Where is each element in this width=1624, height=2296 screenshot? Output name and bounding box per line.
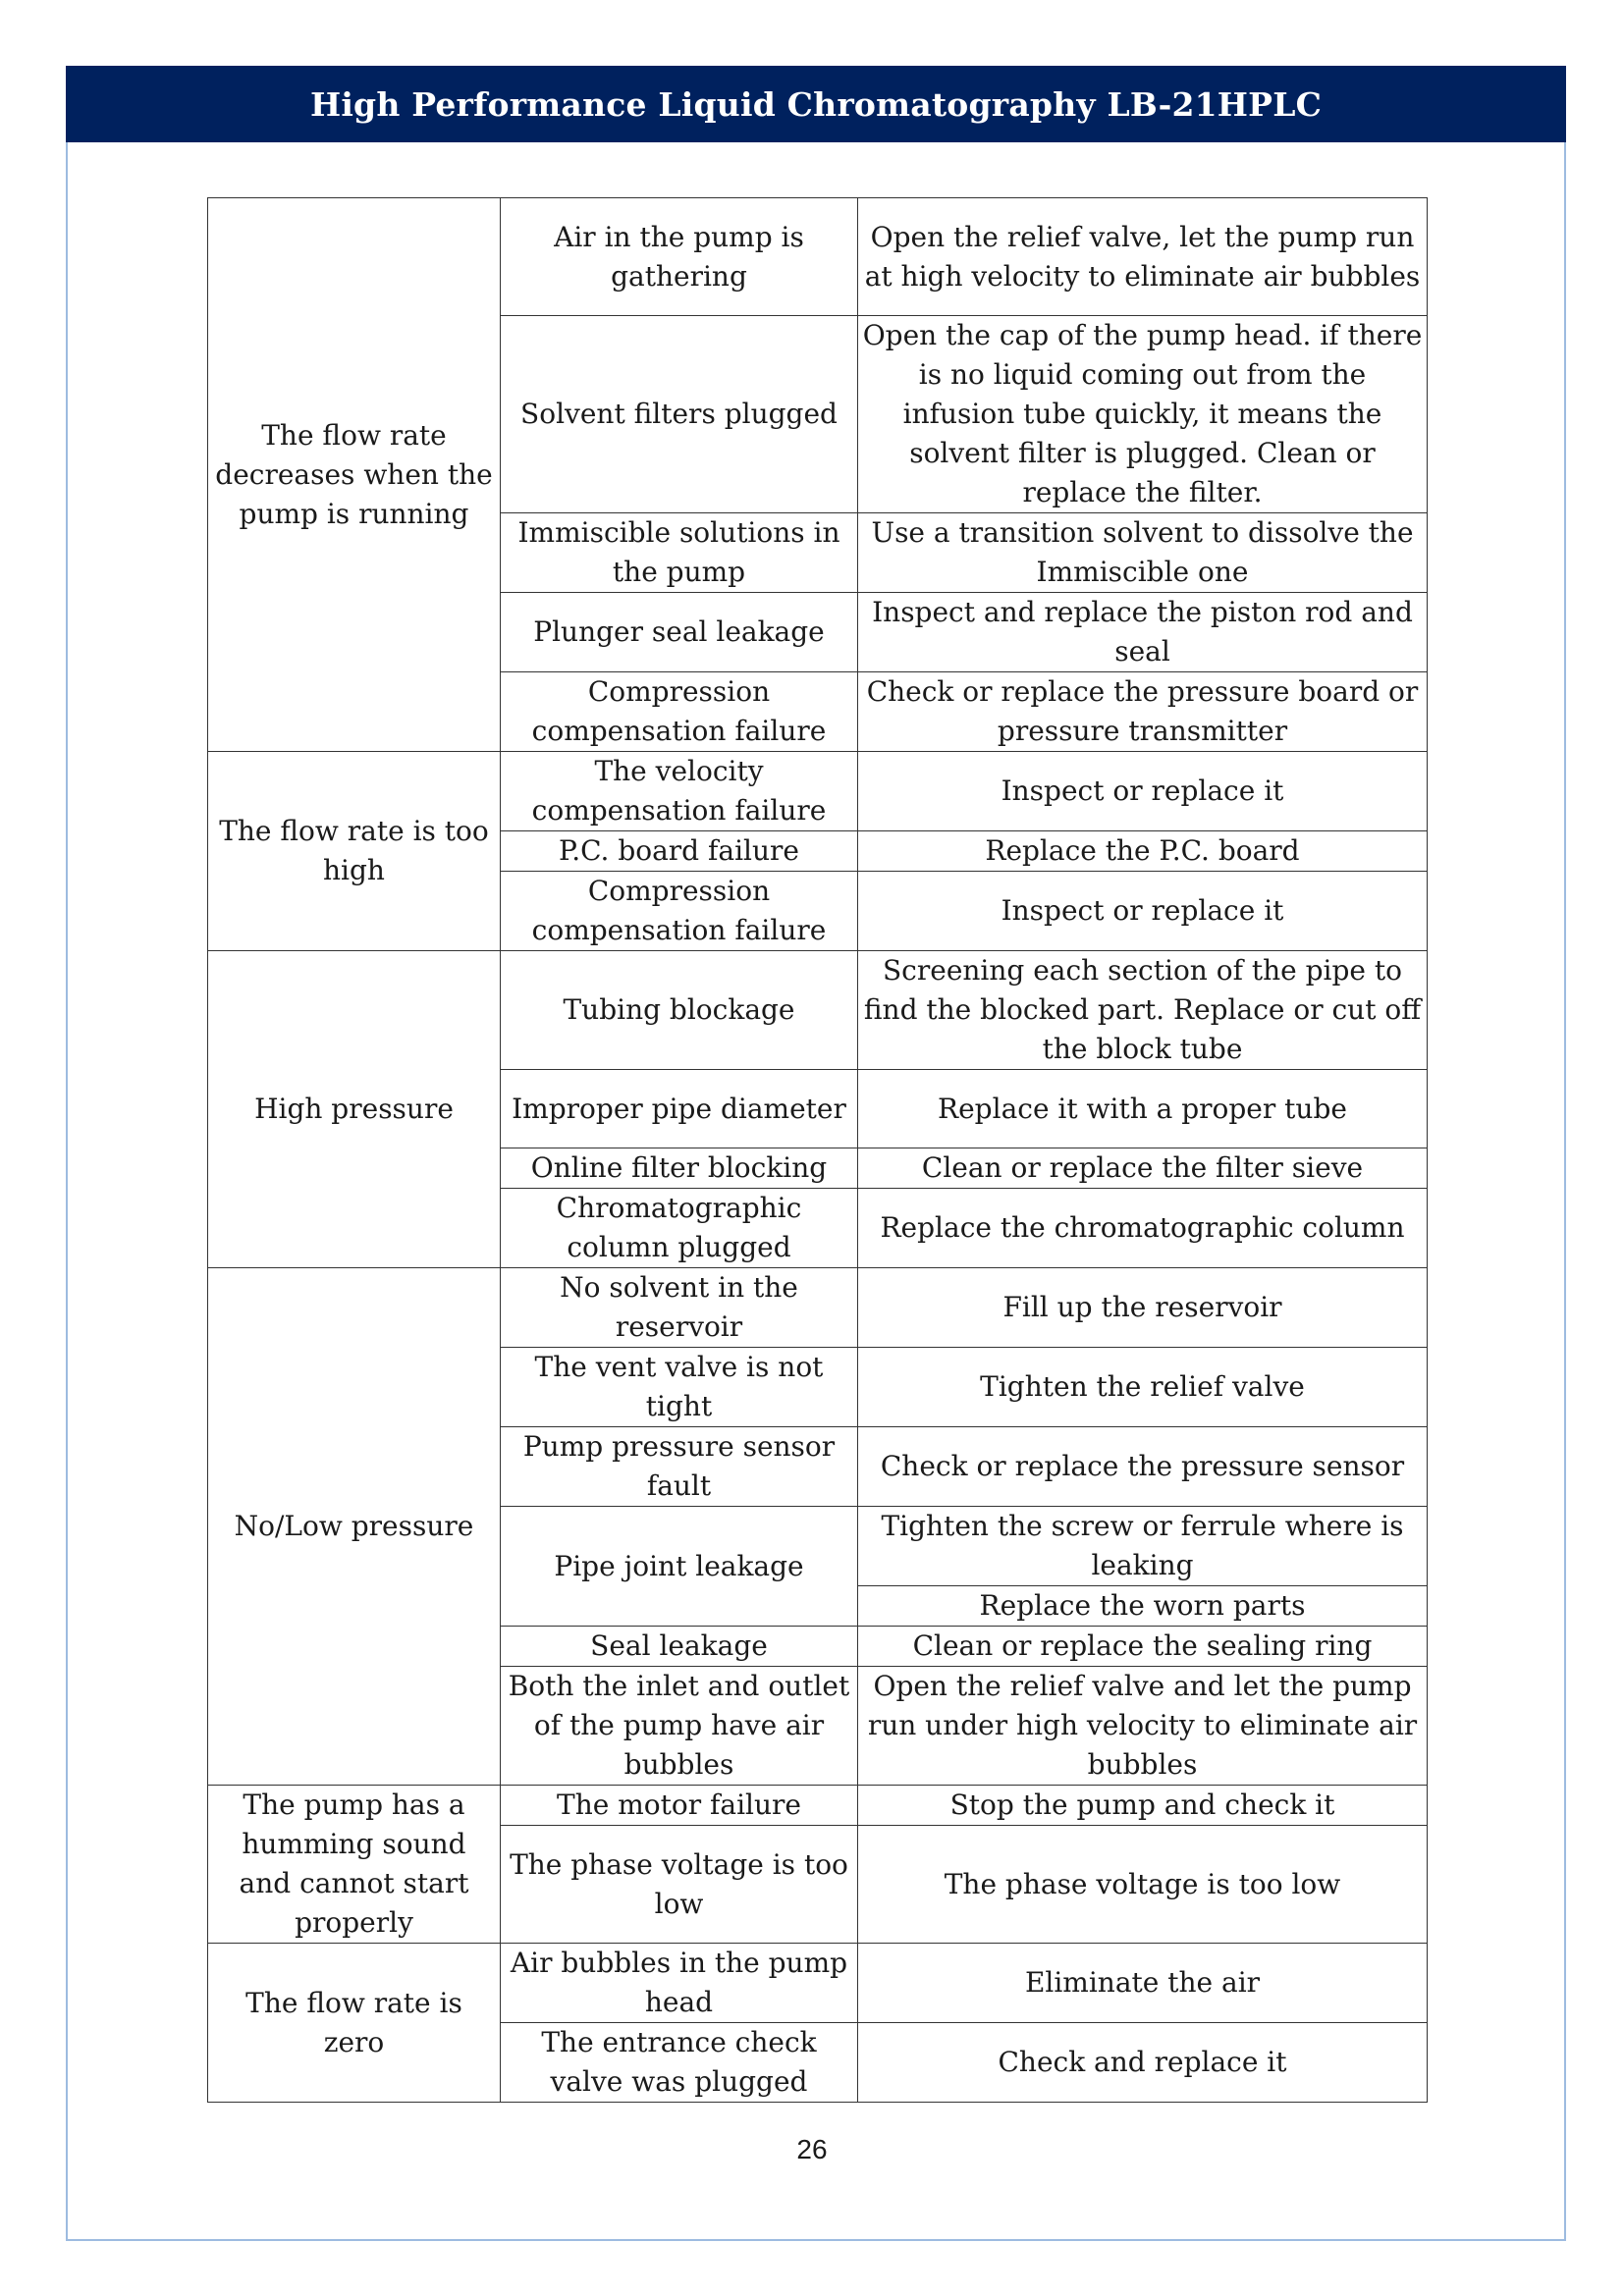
table-row [208,1944,1428,2023]
solution-cell: Fill up the reservoir [858,1268,1428,1348]
symptom-cell: The pump has a humming sound and cannot start properly [208,1786,501,1944]
solution-cell: Tighten the screw or ferrule where is leaking [858,1507,1428,1586]
cause-cell: Compression compensation failure [501,672,858,752]
page-number: 26 [796,2134,828,2164]
cause-cell: Pipe joint leakage [501,1507,858,1627]
solution-cell: Eliminate the air [858,1944,1428,2023]
cause-cell: P.C. board failure [501,831,858,872]
cause-cell: Pump pressure sensor fault [501,1427,858,1507]
solution-cell: Use a transition solvent to dissolve the Immiscible one [858,513,1428,593]
symptom-cell: The flow rate is too high [208,752,501,951]
table-row [208,198,1428,316]
cause-cell: Tubing blockage [501,951,858,1070]
cause-cell: No solvent in the reservoir [501,1268,858,1348]
solution-cell: Replace the worn parts [858,1586,1428,1627]
cause-cell: The vent valve is not tight [501,1348,858,1427]
solution-cell: Stop the pump and check it [858,1786,1428,1826]
solution-cell: Open the relief valve and let the pump run under high velocity to eliminate air bubbles [858,1667,1428,1786]
cause-cell: The phase voltage is too low [501,1826,858,1944]
page-title: High Performance Liquid Chromatography LB-21HPLC [309,84,1323,124]
solution-cell: The phase voltage is too low [858,1826,1428,1944]
table-row [208,1786,1428,1826]
solution-cell: Open the cap of the pump head. if there is no liquid coming out from the infusion tube quickly, it means the solvent filter is plugged. Clean or replace the filter. [858,316,1428,513]
cause-cell: Air bubbles in the pump head [501,1944,858,2023]
cause-cell: Solvent filters plugged [501,316,858,513]
cause-cell: The velocity compensation failure [501,752,858,831]
table-row [208,752,1428,831]
cause-cell: The motor failure [501,1786,858,1826]
header-bar [66,66,1566,142]
symptom-cell: The flow rate is zero [208,1944,501,2103]
symptom-cell: No/Low pressure [208,1268,501,1786]
cause-cell: Online filter blocking [501,1148,858,1189]
cause-cell: Compression compensation failure [501,872,858,951]
solution-cell: Inspect or replace it [858,752,1428,831]
cause-cell: Seal leakage [501,1627,858,1667]
table-row [208,1268,1428,1348]
table-row [208,951,1428,1070]
solution-cell: Check and replace it [858,2023,1428,2103]
solution-cell: Clean or replace the sealing ring [858,1627,1428,1667]
cause-cell: Chromatographic column plugged [501,1189,858,1268]
troubleshooting-table [207,197,1428,2103]
solution-cell: Tighten the relief valve [858,1348,1428,1427]
cause-cell: Both the inlet and outlet of the pump have air bubbles [501,1667,858,1786]
solution-cell: Replace the chromatographic column [858,1189,1428,1268]
solution-cell: Inspect and replace the piston rod and seal [858,593,1428,672]
solution-cell: Check or replace the pressure sensor [858,1427,1428,1507]
solution-cell: Screening each section of the pipe to find the blocked part. Replace or cut off the block tube [858,951,1428,1070]
solution-cell: Inspect or replace it [858,872,1428,951]
solution-cell: Replace the P.C. board [858,831,1428,872]
symptom-cell: High pressure [208,951,501,1268]
solution-cell: Check or replace the pressure board or pressure transmitter [858,672,1428,752]
cause-cell: Plunger seal leakage [501,593,858,672]
cause-cell: The entrance check valve was plugged [501,2023,858,2103]
symptom-cell: The flow rate decreases when the pump is running [208,198,501,752]
solution-cell: Open the relief valve, let the pump run at high velocity to eliminate air bubbles [858,198,1428,316]
solution-cell: Replace it with a proper tube [858,1070,1428,1148]
cause-cell: Immiscible solutions in the pump [501,513,858,593]
cause-cell: Air in the pump is gathering [501,198,858,316]
solution-cell: Clean or replace the filter sieve [858,1148,1428,1189]
cause-cell: Improper pipe diameter [501,1070,858,1148]
